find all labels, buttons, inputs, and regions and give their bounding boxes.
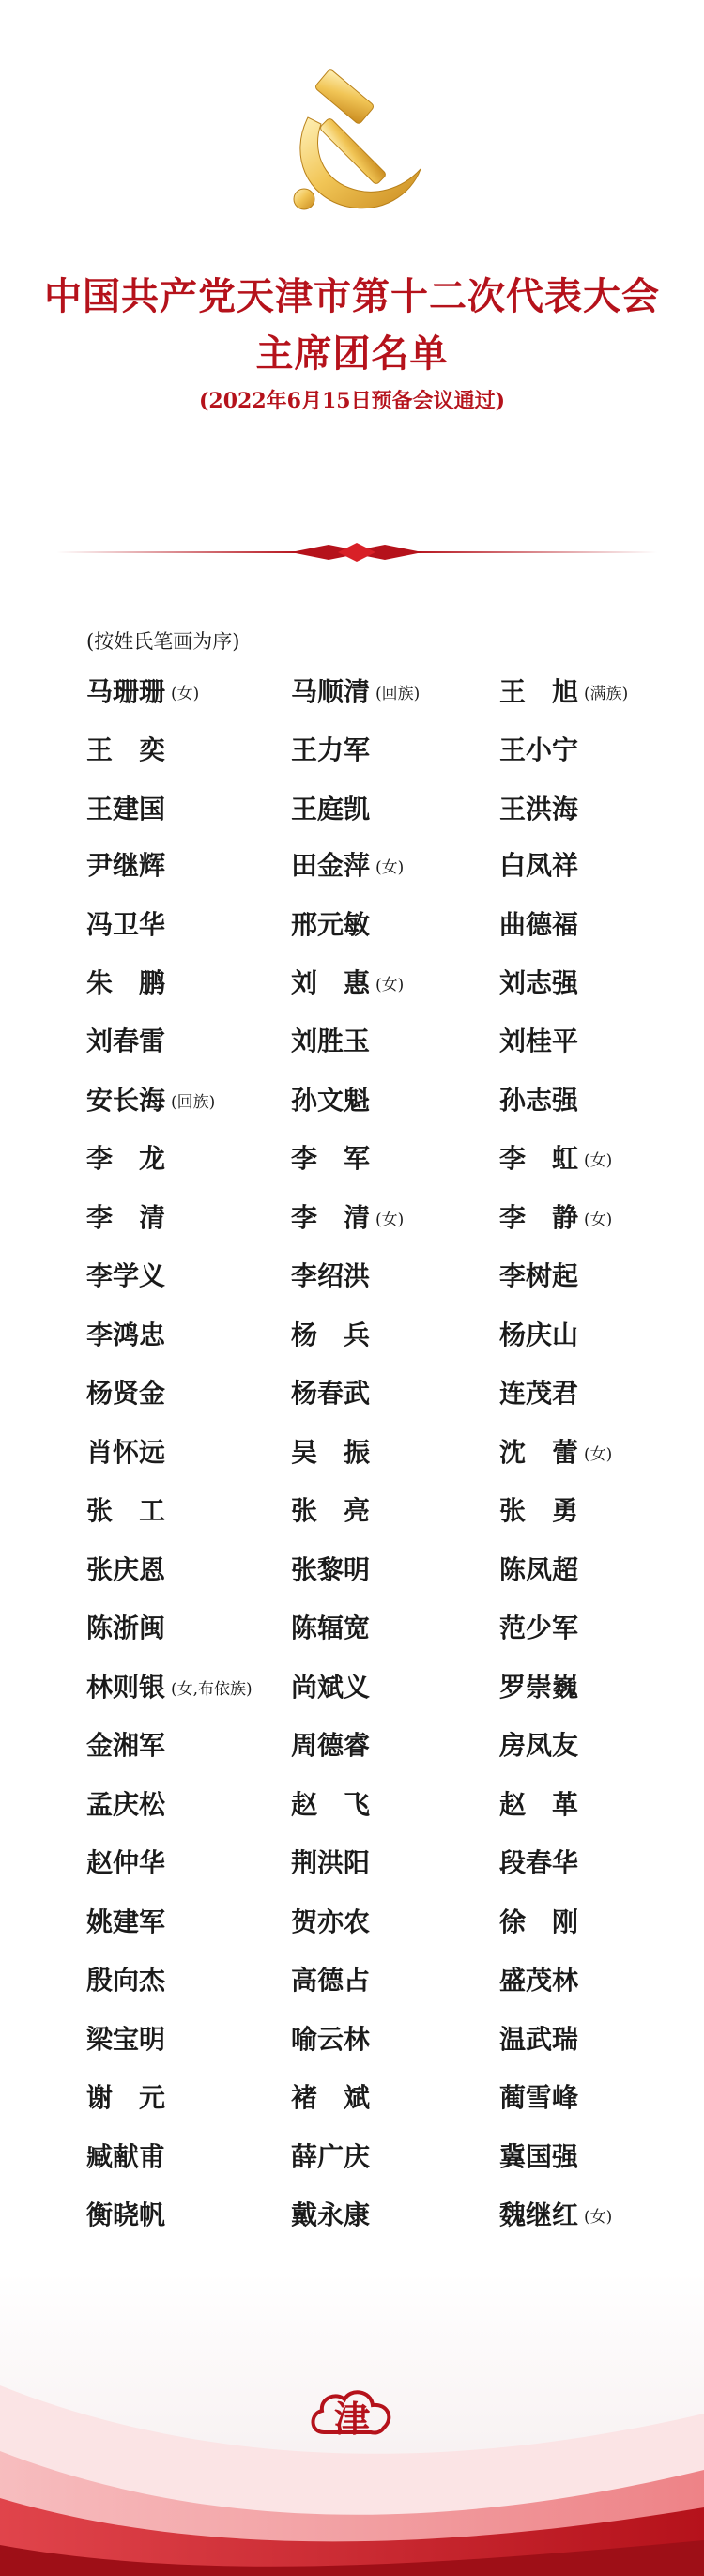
person-name: 李 龙	[86, 1143, 166, 1174]
person-name: 孙文魁	[291, 1085, 371, 1116]
person-name: 褚 斌	[291, 2082, 371, 2113]
person-tag: (女,布依族)	[171, 1680, 253, 1699]
person-name: 林则银	[86, 1672, 166, 1703]
person-tag: (女)	[584, 1445, 613, 1464]
person-tag: (女)	[375, 1211, 405, 1229]
person-name: 荆洪阳	[291, 1847, 371, 1878]
person-name: 徐 刚	[499, 1906, 579, 1937]
name-entry	[86, 1319, 165, 1351]
name-entry	[291, 794, 370, 825]
person-name: 梁宝明	[86, 2024, 166, 2055]
name-entry	[499, 1789, 578, 1821]
name-entry	[499, 1495, 578, 1527]
person-name: 李学义	[86, 1260, 166, 1291]
name-entry	[499, 1612, 578, 1644]
name-entry	[499, 1906, 578, 1938]
person-name: 孟庆松	[86, 1789, 166, 1820]
name-entry	[86, 2024, 165, 2056]
person-name: 王洪海	[499, 794, 579, 825]
name-entry	[499, 1202, 612, 1236]
person-name: 张 亮	[291, 1495, 371, 1526]
person-name: 陈辐宽	[291, 1612, 371, 1643]
person-name: 陈浙闽	[86, 1612, 166, 1643]
name-entry	[291, 909, 370, 941]
person-name: 马珊珊	[86, 676, 166, 707]
name-entry	[86, 734, 165, 766]
name-entry	[499, 676, 628, 710]
name-entry	[291, 1260, 370, 1292]
name-entry	[499, 1965, 578, 1997]
person-name: 魏继红	[499, 2199, 579, 2230]
person-name: 殷向杰	[86, 1965, 166, 1996]
person-name: 孙志强	[499, 1085, 579, 1116]
name-entry	[291, 2199, 370, 2231]
person-name: 周德睿	[291, 1730, 371, 1761]
person-name: 李 静	[499, 1202, 579, 1233]
page-title: 中国共产党天津市第十二次代表大会	[44, 274, 660, 318]
person-name: 王 奕	[86, 734, 166, 765]
person-name: 张黎明	[291, 1554, 371, 1585]
person-name: 李 清	[291, 1202, 371, 1233]
person-name: 李鸿忠	[86, 1319, 166, 1350]
person-name: 肖怀远	[86, 1437, 166, 1468]
person-name: 衡晓帆	[86, 2199, 166, 2230]
person-name: 杨贤金	[86, 1378, 166, 1409]
name-entry	[86, 967, 165, 999]
name-entry	[86, 1906, 165, 1938]
jin-logo-text: 津	[333, 2398, 370, 2440]
person-name: 刘桂平	[499, 1026, 579, 1057]
name-entry	[291, 734, 370, 766]
name-entry	[291, 1437, 370, 1469]
name-entry	[499, 1026, 578, 1057]
person-name: 朱 鹏	[86, 967, 166, 998]
name-entry	[86, 1437, 165, 1469]
person-name: 白凤祥	[499, 850, 579, 881]
name-entry	[86, 2199, 165, 2231]
person-name: 吴 振	[291, 1437, 371, 1468]
person-tag: (女)	[171, 685, 200, 703]
person-tag: (女)	[584, 2208, 613, 2227]
name-entry	[499, 1847, 578, 1879]
person-name: 赵仲华	[86, 1847, 166, 1878]
name-entry	[291, 2141, 370, 2173]
person-name: 段春华	[499, 1847, 579, 1878]
name-entry	[86, 1554, 165, 1586]
name-entry	[291, 1026, 370, 1057]
name-entry	[86, 794, 165, 825]
name-entry	[291, 1730, 370, 1762]
name-entry	[86, 1730, 165, 1762]
person-name: 冯卫华	[86, 909, 166, 940]
name-entry	[86, 1612, 165, 1644]
name-entry	[291, 967, 404, 1001]
person-name: 连茂君	[499, 1378, 579, 1409]
name-entry	[499, 1378, 578, 1410]
name-entry	[291, 1965, 370, 1997]
person-name: 陈凤超	[499, 1554, 579, 1585]
person-name: 安长海	[86, 1085, 166, 1116]
person-name: 赵 革	[499, 1789, 579, 1820]
person-tag: (女)	[375, 858, 405, 877]
name-entry	[499, 794, 578, 825]
person-tag: (女)	[375, 976, 405, 995]
person-name: 刘志强	[499, 967, 579, 998]
sorting-note: (按姓氏笔画为序)	[86, 630, 240, 653]
person-name: 马顺清	[291, 676, 371, 707]
name-entry	[86, 1260, 165, 1292]
name-entry	[86, 909, 165, 941]
person-name: 张 工	[86, 1495, 166, 1526]
person-name: 李 军	[291, 1143, 371, 1174]
name-entry	[499, 850, 578, 882]
name-entry	[499, 1730, 578, 1762]
name-entry	[499, 2199, 612, 2233]
person-name: 杨春武	[291, 1378, 371, 1409]
person-name: 李 虹	[499, 1143, 579, 1174]
name-entry	[291, 1495, 370, 1527]
name-entry	[499, 1672, 578, 1704]
person-name: 杨 兵	[291, 1319, 371, 1350]
person-name: 王力军	[291, 734, 371, 765]
person-name: 邢元敏	[291, 909, 371, 940]
name-entry	[291, 1202, 404, 1236]
person-name: 高德占	[291, 1965, 371, 1996]
page-subtitle: (2022年6月15日预备会议通过)	[199, 389, 505, 413]
person-name: 戴永康	[291, 2199, 371, 2230]
name-entry	[499, 2024, 578, 2056]
person-tag: (女)	[584, 1151, 613, 1170]
person-name: 蔺雪峰	[499, 2082, 579, 2113]
name-entry	[499, 1554, 578, 1586]
name-entry	[291, 1143, 370, 1175]
person-name: 杨庆山	[499, 1319, 579, 1350]
person-name: 喻云林	[291, 2024, 371, 2055]
name-entry	[291, 1612, 370, 1644]
name-entry	[86, 1085, 215, 1118]
person-name: 刘 惠	[291, 967, 371, 998]
name-entry	[499, 1085, 578, 1117]
name-entry	[291, 1906, 370, 1938]
person-name: 张庆恩	[86, 1554, 166, 1585]
name-entry	[86, 2141, 165, 2173]
name-entry	[499, 1319, 578, 1351]
person-name: 房凤友	[499, 1730, 579, 1761]
name-entry	[291, 1319, 370, 1351]
person-name: 盛茂林	[499, 1965, 579, 1996]
person-tag: (回族)	[171, 1093, 216, 1112]
name-entry	[291, 1672, 370, 1704]
name-entry	[86, 1378, 165, 1410]
name-entry	[291, 2024, 370, 2056]
person-name: 温武瑞	[499, 2024, 579, 2055]
person-name: 沈 蕾	[499, 1437, 579, 1468]
person-name: 尹继辉	[86, 850, 166, 881]
name-entry	[291, 850, 404, 884]
name-entry	[86, 1026, 165, 1057]
person-tag: (回族)	[375, 685, 421, 703]
person-tag: (满族)	[584, 685, 629, 703]
name-entry	[291, 2082, 370, 2114]
name-entry	[86, 1789, 165, 1821]
person-name: 范少军	[499, 1612, 579, 1643]
name-entry	[86, 850, 165, 882]
person-name: 冀国强	[499, 2141, 579, 2172]
name-entry	[291, 676, 420, 710]
name-entry	[86, 1495, 165, 1527]
name-entry	[499, 1437, 612, 1471]
person-name: 李 清	[86, 1202, 166, 1233]
person-name: 薛广庆	[291, 2141, 371, 2172]
name-entry	[499, 1260, 578, 1292]
name-entry	[499, 2141, 578, 2173]
name-entry	[499, 2082, 578, 2114]
person-name: 刘胜玉	[291, 1026, 371, 1057]
person-name: 李绍洪	[291, 1260, 371, 1291]
name-entry	[499, 734, 578, 766]
person-name: 谢 元	[86, 2082, 166, 2113]
person-name: 赵 飞	[291, 1789, 371, 1820]
person-name: 罗崇巍	[499, 1672, 579, 1703]
name-entry	[499, 1143, 612, 1177]
page-title-line2: 主席团名单	[255, 332, 449, 376]
name-entry	[86, 1202, 165, 1234]
person-name: 臧献甫	[86, 2141, 166, 2172]
name-entry	[291, 1554, 370, 1586]
person-name: 王小宁	[499, 734, 579, 765]
name-entry	[86, 1965, 165, 1997]
person-name: 张 勇	[499, 1495, 579, 1526]
person-name: 王庭凯	[291, 794, 371, 825]
person-name: 金湘军	[86, 1730, 166, 1761]
name-entry	[86, 1672, 253, 1705]
name-entry	[86, 676, 199, 710]
name-entry	[291, 1378, 370, 1410]
person-name: 姚建军	[86, 1906, 166, 1937]
person-name: 贺亦农	[291, 1906, 371, 1937]
person-tag: (女)	[584, 1211, 613, 1229]
name-entry	[499, 909, 578, 941]
person-name: 王 旭	[499, 676, 579, 707]
person-name: 尚斌义	[291, 1672, 371, 1703]
name-entry	[86, 1847, 165, 1879]
person-name: 曲德福	[499, 909, 579, 940]
person-name: 李树起	[499, 1260, 579, 1291]
person-name: 刘春雷	[86, 1026, 166, 1057]
name-entry	[291, 1085, 370, 1117]
name-entry	[86, 1143, 165, 1175]
name-entry	[291, 1847, 370, 1879]
name-entry	[86, 2082, 165, 2114]
person-name: 王建国	[86, 794, 166, 825]
name-entry	[499, 967, 578, 999]
person-name: 田金萍	[291, 850, 371, 881]
name-entry	[291, 1789, 370, 1821]
